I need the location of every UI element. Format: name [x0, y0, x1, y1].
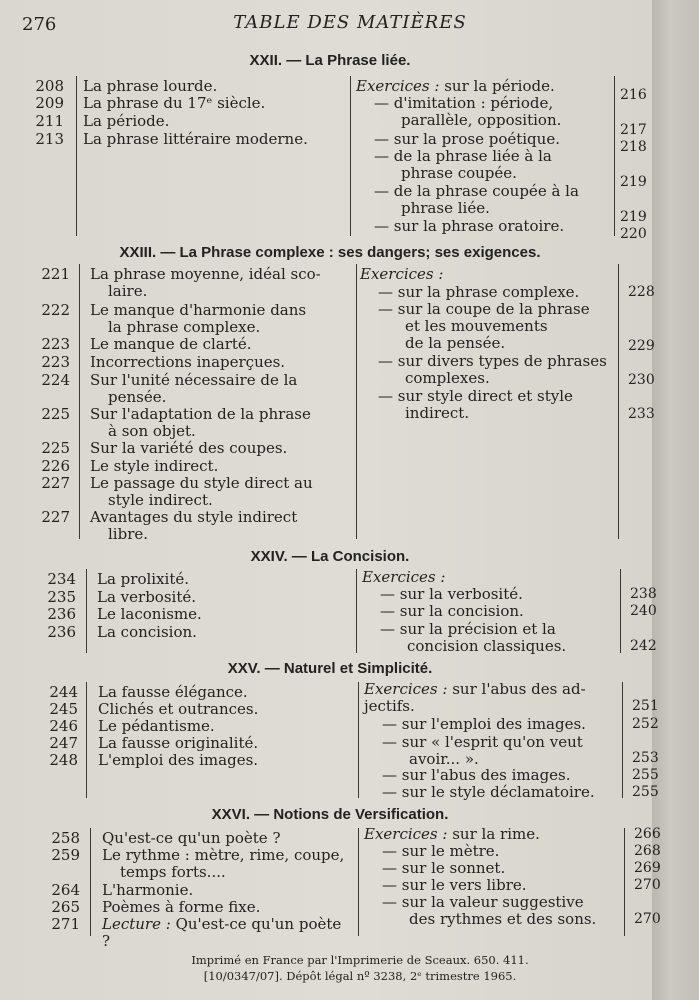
page-number: 276 — [22, 14, 57, 35]
lesson-title — [90, 336, 348, 353]
lesson-title — [102, 899, 350, 916]
lesson-page-number: 221 — [41, 265, 70, 283]
exercise-entry — [382, 894, 614, 928]
lesson-page-number: 224 — [41, 371, 70, 389]
text-line: style indirect. — [108, 491, 213, 509]
lesson-page-number: 246 — [49, 717, 78, 735]
text-line: — sur la précision et la — [380, 620, 556, 638]
text-line: et les mouvements — [405, 317, 548, 335]
text-line: Le style indirect. — [90, 457, 219, 475]
lesson-title — [90, 440, 348, 457]
exercise-entry — [382, 784, 612, 801]
text-line — [360, 266, 608, 283]
text-line: La concision. — [97, 623, 197, 641]
exercise-page-number: 255 — [632, 767, 659, 783]
text-line: Sur la variété des coupes. — [90, 439, 288, 457]
text-line: La phrase littéraire moderne. — [83, 130, 308, 148]
text-line: La phrase moyenne, idéal sco- — [90, 265, 321, 283]
lesson-page-number: 265 — [51, 898, 80, 916]
exercise-entry — [380, 586, 610, 603]
exercise-entry — [378, 301, 608, 352]
lesson-page-number: 223 — [41, 335, 70, 353]
lesson-title — [97, 606, 348, 623]
text-line: parallèle, opposition. — [401, 111, 562, 129]
lesson-page-number: 271 — [51, 915, 80, 933]
text-line: Incorrections inaperçues. — [90, 353, 286, 371]
middle-rule — [358, 828, 359, 936]
section-title: XXIV. — La Concision. — [250, 548, 410, 565]
exercise-page-number: 229 — [628, 338, 655, 354]
exercise-entry — [374, 218, 604, 235]
exercise-page-number: 233 — [628, 406, 655, 422]
lesson-page-number: 258 — [51, 829, 80, 847]
lesson-page-number: 225 — [41, 405, 70, 423]
text-line: La phrase lourde. — [83, 77, 218, 95]
text-line: indirect. — [405, 404, 470, 422]
lesson-page-number: 234 — [47, 570, 76, 588]
text-line: La phrase du 17ᵉ siècle. — [83, 94, 266, 112]
italic-label: Exercices : — [362, 568, 446, 586]
lesson-title — [90, 354, 348, 371]
text-line: Avantages du style indirect — [90, 508, 298, 526]
text-line: L'emploi des images. — [98, 751, 259, 769]
italic-label: Lecture : — [102, 915, 171, 933]
text-line: complexes. — [405, 369, 490, 387]
lesson-title — [90, 406, 348, 440]
left-rule — [86, 682, 87, 798]
right-rule — [618, 264, 619, 539]
left-rule — [86, 569, 87, 653]
text-line: — sur l'emploi des images. — [382, 715, 586, 733]
lesson-page-number: 235 — [47, 588, 76, 606]
text-line: — sur la prose poétique. — [374, 130, 560, 148]
lesson-title — [97, 571, 348, 588]
lesson-page-number: 225 — [41, 439, 70, 457]
lesson-title — [98, 701, 350, 718]
lesson-title — [83, 113, 342, 130]
text-line: — sur la coupe de la phrase — [378, 300, 590, 318]
text-line: — de la phrase coupée à la — [374, 182, 579, 200]
text-line: — sur l'abus des images. — [382, 766, 571, 784]
exercise-entry — [382, 843, 614, 860]
text-line: jectifs. — [364, 697, 415, 715]
text-line: phrase coupée. — [401, 164, 517, 182]
lesson-title — [102, 916, 350, 950]
exercise-entry — [378, 284, 608, 301]
lesson-page-number: 227 — [41, 474, 70, 492]
section-title: XXV. — Naturel et Simplicité. — [227, 660, 433, 677]
middle-rule — [356, 264, 357, 539]
exercise-page-number: 270 — [634, 911, 661, 927]
lesson-page-number: 245 — [49, 700, 78, 718]
exercise-entry — [374, 183, 604, 217]
exercise-page-number: 230 — [628, 372, 655, 388]
lesson-page-number: 248 — [49, 751, 78, 769]
text-line: — sur divers types de phrases — [378, 352, 607, 370]
italic-label: Exercices : — [360, 265, 444, 283]
text-line: — sur style direct et style — [378, 387, 573, 405]
text-line: Qu'est-ce qu'un poète ? — [102, 829, 281, 847]
lesson-title — [90, 302, 348, 336]
text-line: concision classiques. — [407, 637, 567, 655]
lesson-title — [90, 266, 348, 300]
italic-label: Exercices : — [356, 77, 440, 95]
text-line: La verbosité. — [97, 588, 196, 606]
text-line: La fausse originalité. — [98, 734, 259, 752]
middle-rule — [350, 76, 351, 236]
exercise-page-number: 242 — [630, 638, 657, 654]
text-line: Le rythme : mètre, rime, coupe, — [102, 846, 345, 864]
exercise-entry — [382, 877, 614, 894]
lesson-title — [90, 372, 348, 406]
imprint-line-2: [10/0347/07]. Dépôt légal nº 3238, 2ᵉ trimestre 1965. — [203, 969, 517, 983]
lesson-title — [102, 830, 350, 847]
lesson-title — [90, 458, 348, 475]
right-rule — [620, 569, 621, 653]
text-line: Clichés et outrances. — [98, 700, 259, 718]
exercise-page-number: 219 — [620, 174, 647, 190]
text-line: La fausse élégance. — [98, 683, 248, 701]
text-line: L'harmonie. — [102, 881, 194, 899]
page-title: TABLE DES MATIÈRES — [233, 12, 467, 33]
lesson-title — [98, 752, 350, 769]
lesson-title — [98, 684, 350, 701]
text-line: phrase liée. — [401, 199, 490, 217]
text-line: avoir... ». — [409, 750, 479, 768]
text-line: Le manque de clarté. — [90, 335, 252, 353]
exercise-page-number: 268 — [634, 843, 661, 859]
middle-rule — [356, 569, 357, 653]
right-rule — [622, 682, 623, 798]
lesson-page-number: 259 — [51, 846, 80, 864]
lesson-title — [102, 847, 350, 881]
lesson-title — [90, 475, 348, 509]
text-line: — de la phrase liée à la — [374, 147, 552, 165]
exercise-entry — [382, 734, 612, 768]
lesson-page-number: 211 — [35, 112, 64, 130]
text-line: pensée. — [108, 388, 167, 406]
text-line: laire. — [108, 282, 148, 300]
lesson-page-number: 227 — [41, 508, 70, 526]
exercise-page-number: 253 — [632, 750, 659, 766]
exercise-page-number: 228 — [628, 284, 655, 300]
exercise-entry — [364, 826, 614, 843]
text-line: Le manque d'harmonie dans — [90, 301, 307, 319]
exercise-entry — [374, 95, 604, 129]
lesson-page-number: 213 — [35, 130, 64, 148]
exercise-entry — [382, 860, 614, 877]
lesson-title — [83, 78, 342, 95]
lesson-title — [102, 882, 350, 899]
text-line: la phrase complexe. — [108, 318, 261, 336]
exercise-page-number: 269 — [634, 860, 661, 876]
middle-rule — [358, 682, 359, 798]
exercise-page-number: 216 — [620, 87, 647, 103]
exercise-entry — [382, 716, 612, 733]
text-line: — sur « l'esprit qu'on veut — [382, 733, 583, 751]
lesson-page-number: 222 — [41, 301, 70, 319]
exercise-entry — [360, 266, 608, 283]
text-line: libre. — [108, 525, 149, 543]
exercise-entry — [378, 353, 608, 387]
text-line: — sur le style déclamatoire. — [382, 783, 595, 801]
text-line: Exercices : sur la rime. — [364, 825, 540, 843]
text-line: — sur le mètre. — [382, 842, 500, 860]
text-line: Exercices : sur la période. — [356, 77, 555, 95]
italic-label: Exercices : — [364, 825, 448, 843]
lesson-title — [98, 718, 350, 735]
text-line: à son objet. — [108, 422, 196, 440]
text-line: Le passage du style direct au — [90, 474, 313, 492]
text-line: — sur la verbosité. — [380, 585, 523, 603]
right-rule — [624, 828, 625, 936]
lesson-page-number: 236 — [47, 605, 76, 623]
exercise-page-number: 219 — [620, 209, 647, 225]
exercise-page-number: 266 — [634, 826, 661, 842]
text-line — [362, 569, 610, 586]
exercise-page-number: 217 — [620, 122, 647, 138]
text-line: Poèmes à forme fixe. — [102, 898, 261, 916]
text-line: des rythmes et des sons. — [409, 910, 597, 928]
text-line: — sur la phrase complexe. — [378, 283, 580, 301]
lesson-page-number: 223 — [41, 353, 70, 371]
lesson-page-number: 247 — [49, 734, 78, 752]
left-rule — [90, 828, 91, 936]
text-line: de la pensée. — [405, 334, 506, 352]
section-title: XXVI. — Notions de Versification. — [211, 806, 449, 823]
lesson-page-number: 264 — [51, 881, 80, 899]
exercise-entry — [356, 78, 604, 95]
section-title: XXII. — La Phrase liée. — [249, 52, 411, 69]
lesson-page-number: 209 — [35, 94, 64, 112]
lesson-title — [83, 131, 342, 148]
text-line: Sur l'unité nécessaire de la — [90, 371, 298, 389]
lesson-title — [83, 95, 342, 112]
imprint-line-1: Imprimé en France par l'Imprimerie de Sceaux. 650. 411. — [191, 953, 529, 967]
exercise-entry — [378, 388, 608, 422]
exercise-page-number: 218 — [620, 139, 647, 155]
text-line: La période. — [83, 112, 170, 130]
exercise-page-number: 270 — [634, 877, 661, 893]
text-line: — sur la valeur suggestive — [382, 893, 584, 911]
exercise-page-number: 255 — [632, 784, 659, 800]
text-line: Exercices : sur l'abus des ad- — [364, 680, 586, 698]
left-rule — [76, 76, 77, 236]
lesson-page-number: 236 — [47, 623, 76, 641]
exercise-entry — [380, 603, 610, 620]
exercise-page-number: 252 — [632, 716, 659, 732]
text-line: — sur la concision. — [380, 602, 524, 620]
text-line: La prolixité. — [97, 570, 189, 588]
lesson-page-number: 244 — [49, 683, 78, 701]
exercise-page-number: 251 — [632, 698, 659, 714]
exercise-entry — [364, 681, 612, 715]
lesson-title — [97, 624, 348, 641]
printer-imprint — [150, 952, 570, 984]
text-line: — d'imitation : période, — [374, 94, 554, 112]
exercise-entry — [374, 148, 604, 182]
exercise-entry — [382, 767, 612, 784]
right-rule — [614, 76, 615, 236]
text-line: — sur la phrase oratoire. — [374, 217, 565, 235]
lesson-title — [90, 509, 348, 543]
exercise-entry — [374, 131, 604, 148]
exercise-entry — [362, 569, 610, 586]
text-line: temps forts.... — [120, 863, 226, 881]
exercise-entry — [380, 621, 610, 655]
text-line: — sur le sonnet. — [382, 859, 506, 877]
section-title: XXIII. — La Phrase complexe : ses dangers; ses exigences. — [119, 244, 541, 261]
text-line: Lecture : Qu'est-ce qu'un poète ? — [102, 915, 342, 950]
exercise-page-number: 240 — [630, 603, 657, 619]
lesson-title — [98, 735, 350, 752]
text-line: Sur l'adaptation de la phrase — [90, 405, 311, 423]
text-line: Le pédantisme. — [98, 717, 215, 735]
exercise-page-number: 220 — [620, 226, 647, 242]
italic-label: Exercices : — [364, 680, 448, 698]
lesson-title — [97, 589, 348, 606]
lesson-page-number: 226 — [41, 457, 70, 475]
left-rule — [79, 264, 80, 539]
lesson-page-number: 208 — [35, 77, 64, 95]
text-line: — sur le vers libre. — [382, 876, 527, 894]
exercise-page-number: 238 — [630, 586, 657, 602]
text-line: Le laconisme. — [97, 605, 202, 623]
